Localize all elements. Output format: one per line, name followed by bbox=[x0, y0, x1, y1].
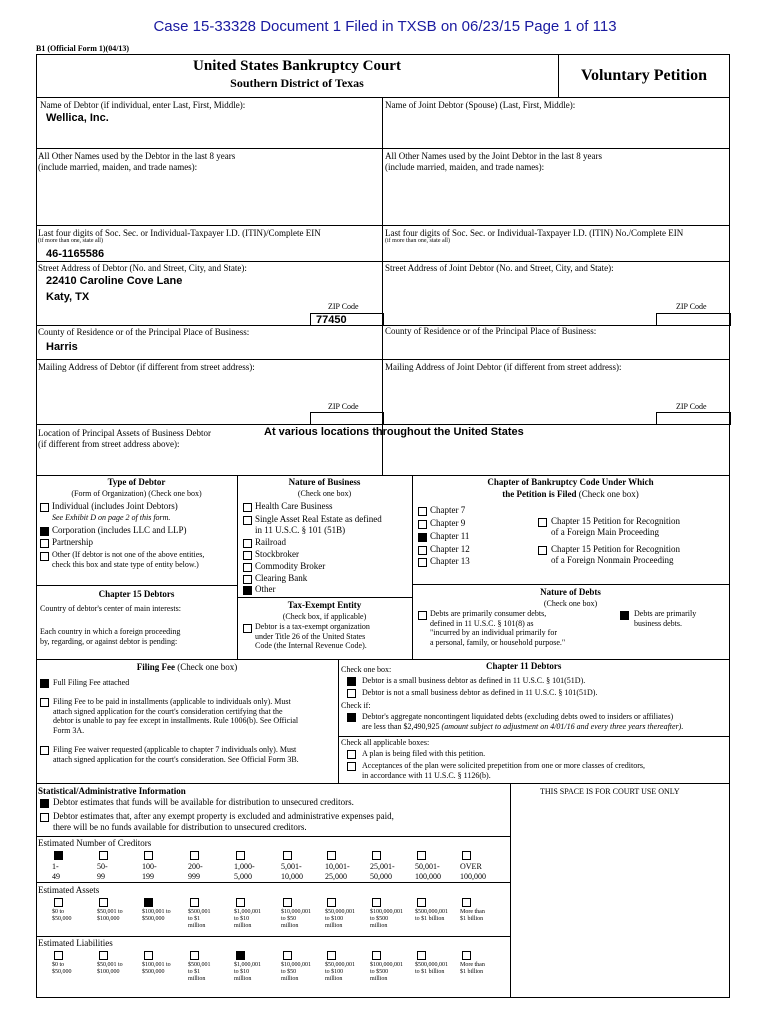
small-business-label: Debtor is a small business debtor as defined in 11 U.S.C. § 101(51D). bbox=[362, 676, 586, 685]
funds-available-checkbox[interactable] bbox=[40, 799, 49, 808]
liabilities-range-label: $0 to $50,000 bbox=[52, 962, 72, 975]
railroad-label: Railroad bbox=[255, 537, 286, 547]
other-business-label: Other bbox=[255, 584, 276, 594]
chapter15-main-checkbox[interactable] bbox=[538, 518, 547, 527]
assets-range-label: $0 to $50,000 bbox=[52, 909, 72, 922]
assets-range-checkbox[interactable] bbox=[417, 898, 426, 907]
aggregate-debts-checkbox[interactable] bbox=[347, 713, 356, 722]
petition-title: Voluntary Petition bbox=[580, 67, 708, 84]
small-business-checkbox[interactable] bbox=[347, 677, 356, 686]
corporation-label: Corporation (includes LLC and LLP) bbox=[52, 525, 187, 535]
debtor-name: Wellica, Inc. bbox=[46, 112, 109, 124]
consumer-debts-text: Debts are primarily consumer debts, defined in 11 U.S.C. § 101(8) as "incurred by an individual primarily for a personal, family, or household purpose." bbox=[430, 609, 566, 647]
tax-exempt-title: Tax-Exempt Entity bbox=[287, 600, 362, 610]
chapter12-label: Chapter 12 bbox=[430, 544, 470, 554]
nature-business-sub: (Check one box) bbox=[297, 489, 352, 498]
location-label: Location of Principal Assets of Business Debtor (if different from street address above): bbox=[38, 428, 211, 449]
court-title: United States Bankruptcy Court bbox=[193, 58, 401, 74]
chapter15-each-country: Each country in which a foreign proceeding by, regarding, or against debtor is pending: bbox=[40, 627, 181, 646]
chapter13-checkbox[interactable] bbox=[418, 558, 427, 567]
railroad-checkbox[interactable] bbox=[243, 539, 252, 548]
liabilities-range-checkbox[interactable] bbox=[99, 951, 108, 960]
partnership-label: Partnership bbox=[52, 537, 93, 547]
assets-range-label: $10,000,001 to $50 million bbox=[281, 909, 311, 929]
corporation-checkbox[interactable] bbox=[40, 527, 49, 536]
chapter15-nonmain-label: Chapter 15 Petition for Recognition of a Foreign Nonmain Proceeding bbox=[551, 544, 680, 565]
assets-range-checkbox[interactable] bbox=[327, 898, 336, 907]
full-fee-checkbox[interactable] bbox=[40, 679, 49, 688]
business-debts-checkbox[interactable] bbox=[620, 611, 629, 620]
installment-checkbox[interactable] bbox=[40, 698, 49, 707]
liabilities-range-label: $500,000,001 to $1 billion bbox=[415, 962, 448, 975]
liabilities-range-label: $10,000,001 to $50 million bbox=[281, 962, 311, 982]
chapter13-label: Chapter 13 bbox=[430, 556, 470, 566]
business-debts-text: Debts are primarily business debts. bbox=[634, 609, 697, 628]
creditors-range-checkbox[interactable] bbox=[372, 851, 381, 860]
acceptances-checkbox[interactable] bbox=[347, 762, 356, 771]
individual-checkbox[interactable] bbox=[40, 503, 49, 512]
plan-filed-label: A plan is being filed with this petition. bbox=[362, 749, 486, 758]
not-small-business-checkbox[interactable] bbox=[347, 689, 356, 698]
debtor-ein-sub: (if more than one, state all) bbox=[38, 238, 103, 244]
joint-ein-label: Last four digits of Soc. Sec. or Individual-Taxpayer I.D. (ITIN) No./Complete EIN bbox=[385, 228, 684, 238]
commodity-broker-label: Commodity Broker bbox=[255, 561, 326, 571]
debtor-other-names-label: All Other Names used by the Debtor in the last 8 years (include married, maiden, and trade names): bbox=[38, 151, 236, 172]
ch11-check-one: Check one box: bbox=[341, 665, 392, 674]
assets-range-label: $1,000,001 to $10 million bbox=[234, 909, 261, 929]
individual-label: Individual (includes Joint Debtors) bbox=[52, 501, 178, 511]
chapter9-checkbox[interactable] bbox=[418, 520, 427, 529]
type-debtor-sub: (Form of Organization) (Check one box) bbox=[71, 489, 202, 498]
joint-other-names-label: All Other Names used by the Joint Debtor in the last 8 years (include married, maiden, and trade names): bbox=[385, 151, 602, 172]
debtor-ein-label: Last four digits of Soc. Sec. or Individual-Taxpayer I.D. (ITIN)/Complete EIN bbox=[38, 228, 321, 238]
ch11-check-if: Check if: bbox=[341, 701, 371, 710]
creditors-title: Estimated Number of Creditors bbox=[38, 838, 152, 848]
assets-range-checkbox[interactable] bbox=[462, 898, 471, 907]
liabilities-range-checkbox[interactable] bbox=[327, 951, 336, 960]
installment-text: Filing Fee to be paid in installments (applicable to individuals only). Must attach signed application for the court's consideration certifying that the debtor is unable to pay fee except in installments. Rule 1006(b). See Official Form 3A. bbox=[53, 697, 299, 735]
creditors-range-label: 50,001- 100,000 bbox=[415, 862, 441, 881]
creditors-range-checkbox[interactable] bbox=[99, 851, 108, 860]
creditors-range-checkbox[interactable] bbox=[190, 851, 199, 860]
clearing-bank-checkbox[interactable] bbox=[243, 575, 252, 584]
single-asset-label-2: in 11 U.S.C. § 101 (51B) bbox=[255, 525, 346, 535]
location-value: At various locations throughout the United States bbox=[264, 426, 524, 438]
chapter15-country-label: Country of debtor's center of main interests: bbox=[40, 604, 181, 613]
chapter9-label: Chapter 9 bbox=[430, 518, 466, 528]
filing-header: Case 15-33328 Document 1 Filed in TXSB on 06/23/15 Page 1 of 113 bbox=[153, 18, 617, 35]
creditors-range-label: 100- 199 bbox=[142, 862, 157, 881]
full-fee-label: Full Filing Fee attached bbox=[53, 678, 130, 687]
chapter15-nonmain-checkbox[interactable] bbox=[538, 546, 547, 555]
tax-exempt-sub: (Check box, if applicable) bbox=[282, 612, 367, 621]
creditors-range-checkbox[interactable] bbox=[327, 851, 336, 860]
liabilities-range-label: More than $1 billion bbox=[460, 962, 485, 975]
assets-range-checkbox[interactable] bbox=[99, 898, 108, 907]
single-asset-label: Single Asset Real Estate as defined bbox=[255, 514, 382, 524]
nature-debts-title: Nature of Debts bbox=[540, 587, 601, 597]
creditors-range-label: 1- 49 bbox=[52, 862, 60, 881]
assets-range-checkbox[interactable] bbox=[54, 898, 63, 907]
joint-county-label: County of Residence or of the Principal Place of Business: bbox=[385, 326, 597, 336]
partnership-checkbox[interactable] bbox=[40, 539, 49, 548]
health-care-checkbox[interactable] bbox=[243, 503, 252, 512]
assets-range-checkbox[interactable] bbox=[190, 898, 199, 907]
stockbroker-label: Stockbroker bbox=[255, 549, 299, 559]
debtor-street-line2: Katy, TX bbox=[46, 291, 90, 303]
debtor-street-line1: 22410 Caroline Cove Lane bbox=[46, 275, 183, 287]
assets-range-label: $100,001 to $500,000 bbox=[142, 909, 171, 922]
debtor-county: Harris bbox=[46, 341, 78, 353]
tax-exempt-checkbox[interactable] bbox=[243, 624, 252, 633]
creditors-range-checkbox[interactable] bbox=[54, 851, 63, 860]
liabilities-range-checkbox[interactable] bbox=[144, 951, 153, 960]
nature-debts-sub: (Check one box) bbox=[543, 599, 598, 608]
assets-range-label: $50,000,001 to $100 million bbox=[325, 909, 355, 929]
assets-range-label: $50,001 to $100,000 bbox=[97, 909, 123, 922]
liabilities-title: Estimated Liabilities bbox=[38, 938, 113, 948]
creditors-range-label: 200- 999 bbox=[188, 862, 203, 881]
chapter15-title: Chapter 15 Debtors bbox=[98, 589, 175, 599]
creditors-range-label: 1,000- 5,000 bbox=[234, 862, 255, 881]
creditors-range-checkbox[interactable] bbox=[144, 851, 153, 860]
debtor-county-label: County of Residence or of the Principal Place of Business: bbox=[38, 327, 250, 337]
creditors-range-checkbox[interactable] bbox=[236, 851, 245, 860]
debtor-ein: 46-1165586 bbox=[46, 248, 105, 260]
joint-ein-sub: (if more than one, state all) bbox=[385, 238, 450, 244]
other-business-checkbox[interactable] bbox=[243, 586, 252, 595]
debtor-mailing-zip-label: ZIP Code bbox=[328, 402, 359, 411]
individual-note: See Exhibit D on page 2 of this form. bbox=[52, 513, 171, 522]
commodity-broker-checkbox[interactable] bbox=[243, 563, 252, 572]
debtor-name-label: Name of Debtor (if individual, enter Last, First, Middle): bbox=[40, 100, 246, 110]
liabilities-range-label: $50,000,001 to $100 million bbox=[325, 962, 355, 982]
creditors-range-label: 5,001- 10,000 bbox=[281, 862, 303, 881]
joint-name-label: Name of Joint Debtor (Spouse) (Last, First, Middle): bbox=[385, 100, 576, 110]
creditors-range-checkbox[interactable] bbox=[283, 851, 292, 860]
liabilities-range-checkbox[interactable] bbox=[236, 951, 245, 960]
joint-mailing-label: Mailing Address of Joint Debtor (if different from street address): bbox=[385, 362, 622, 372]
chapter-code-title: Chapter of Bankruptcy Code Under Which bbox=[487, 477, 654, 487]
assets-range-checkbox[interactable] bbox=[283, 898, 292, 907]
liabilities-range-label: $100,000,001 to $500 million bbox=[370, 962, 403, 982]
liabilities-range-checkbox[interactable] bbox=[283, 951, 292, 960]
form-id: B1 (Official Form 1)(04/13) bbox=[36, 44, 130, 53]
assets-title: Estimated Assets bbox=[38, 885, 100, 895]
clearing-bank-label: Clearing Bank bbox=[255, 573, 308, 583]
joint-street-label: Street Address of Joint Debtor (No. and Street, City, and State): bbox=[385, 263, 614, 273]
type-debtor-title: Type of Debtor bbox=[107, 477, 166, 487]
joint-mailing-zip-label: ZIP Code bbox=[676, 402, 707, 411]
liabilities-range-checkbox[interactable] bbox=[417, 951, 426, 960]
fee-waiver-checkbox[interactable] bbox=[40, 746, 49, 755]
chapter15-main-label: Chapter 15 Petition for Recognition of a Foreign Main Proceeding bbox=[551, 516, 680, 537]
debtor-street-label: Street Address of Debtor (No. and Street, City, and State): bbox=[38, 263, 247, 273]
liabilities-range-checkbox[interactable] bbox=[190, 951, 199, 960]
stockbroker-checkbox[interactable] bbox=[243, 551, 252, 560]
no-funds-label: Debtor estimates that, after any exempt property is excluded and administrative expenses paid, there will be no funds available for distribution to unsecured creditors. bbox=[53, 811, 394, 832]
debtor-zip: 77450 bbox=[316, 314, 347, 326]
liabilities-range-checkbox[interactable] bbox=[462, 951, 471, 960]
other-entity-label: Other (If debtor is not one of the above entities, check this box and state type of entity below.) bbox=[52, 550, 205, 569]
creditors-range-label: 10,001- 25,000 bbox=[325, 862, 350, 881]
statistical-title: Statistical/Administrative Information bbox=[38, 786, 186, 796]
assets-range-checkbox[interactable] bbox=[236, 898, 245, 907]
creditors-range-label: 25,001- 50,000 bbox=[370, 862, 395, 881]
liabilities-range-label: $50,001 to $100,000 bbox=[97, 962, 123, 975]
acceptances-text: Acceptances of the plan were solicited prepetition from one or more classes of creditors, in accordance with 11 U.S.C. § 1126(b). bbox=[362, 761, 646, 780]
chapter11-checkbox[interactable] bbox=[418, 533, 427, 542]
consumer-debts-checkbox[interactable] bbox=[418, 611, 427, 620]
chapter11-title: Chapter 11 Debtors bbox=[486, 661, 562, 671]
debtor-zip-label: ZIP Code bbox=[328, 302, 359, 311]
creditors-range-checkbox[interactable] bbox=[462, 851, 471, 860]
aggregate-debts-text: Debtor's aggregate noncontingent liquidated debts (excluding debts owed to insiders or affiliates) are less than $2,490,925 (amount subject to adjustment on 4/01/16 and every three years thereafter). bbox=[362, 712, 684, 731]
no-funds-checkbox[interactable] bbox=[40, 813, 49, 822]
assets-range-label: $500,001 to $1 million bbox=[188, 909, 211, 929]
filing-fee-title: Filing Fee (Check one box) bbox=[136, 662, 238, 672]
chapter7-checkbox[interactable] bbox=[418, 507, 427, 516]
court-district: Southern District of Texas bbox=[230, 76, 364, 90]
chapter11-label: Chapter 11 bbox=[430, 531, 470, 541]
creditors-range-checkbox[interactable] bbox=[417, 851, 426, 860]
ch11-check-all: Check all applicable boxes: bbox=[341, 738, 430, 747]
chapter12-checkbox[interactable] bbox=[418, 546, 427, 555]
liabilities-range-label: $1,000,001 to $10 million bbox=[234, 962, 261, 982]
fee-waiver-text: Filing Fee waiver requested (applicable to chapter 7 individuals only). Must attach signed application for the court's consideration. See Official Form 3B. bbox=[53, 745, 299, 764]
tax-exempt-text: Debtor is a tax-exempt organization under Title 26 of the United States Code (the Internal Revenue Code). bbox=[255, 622, 370, 650]
assets-range-checkbox[interactable] bbox=[372, 898, 381, 907]
assets-range-label: $100,000,001 to $500 million bbox=[370, 909, 403, 929]
nature-business-title: Nature of Business bbox=[288, 477, 361, 487]
assets-range-label: More than $1 billion bbox=[460, 909, 485, 922]
plan-filed-checkbox[interactable] bbox=[347, 750, 356, 759]
chapter-code-title2: the Petition is Filed (Check one box) bbox=[502, 489, 639, 499]
chapter7-label: Chapter 7 bbox=[430, 505, 466, 515]
single-asset-checkbox[interactable] bbox=[243, 516, 252, 525]
creditors-range-label: 50- 99 bbox=[97, 862, 108, 881]
assets-range-checkbox[interactable] bbox=[144, 898, 153, 907]
creditors-range-label: OVER 100,000 bbox=[460, 862, 486, 881]
not-small-business-label: Debtor is not a small business debtor as defined in 11 U.S.C. § 101(51D). bbox=[362, 688, 598, 697]
other-entity-checkbox[interactable] bbox=[40, 552, 49, 561]
court-use-only: THIS SPACE IS FOR COURT USE ONLY bbox=[540, 787, 680, 796]
funds-available-label: Debtor estimates that funds will be available for distribution to unsecured creditors. bbox=[53, 797, 354, 807]
liabilities-range-checkbox[interactable] bbox=[372, 951, 381, 960]
assets-range-label: $500,000,001 to $1 billion bbox=[415, 909, 448, 922]
joint-zip-label: ZIP Code bbox=[676, 302, 707, 311]
liabilities-range-checkbox[interactable] bbox=[54, 951, 63, 960]
liabilities-range-label: $500,001 to $1 million bbox=[188, 962, 211, 982]
debtor-mailing-label: Mailing Address of Debtor (if different from street address): bbox=[38, 362, 255, 372]
liabilities-range-label: $100,001 to $500,000 bbox=[142, 962, 171, 975]
health-care-label: Health Care Business bbox=[255, 501, 333, 511]
